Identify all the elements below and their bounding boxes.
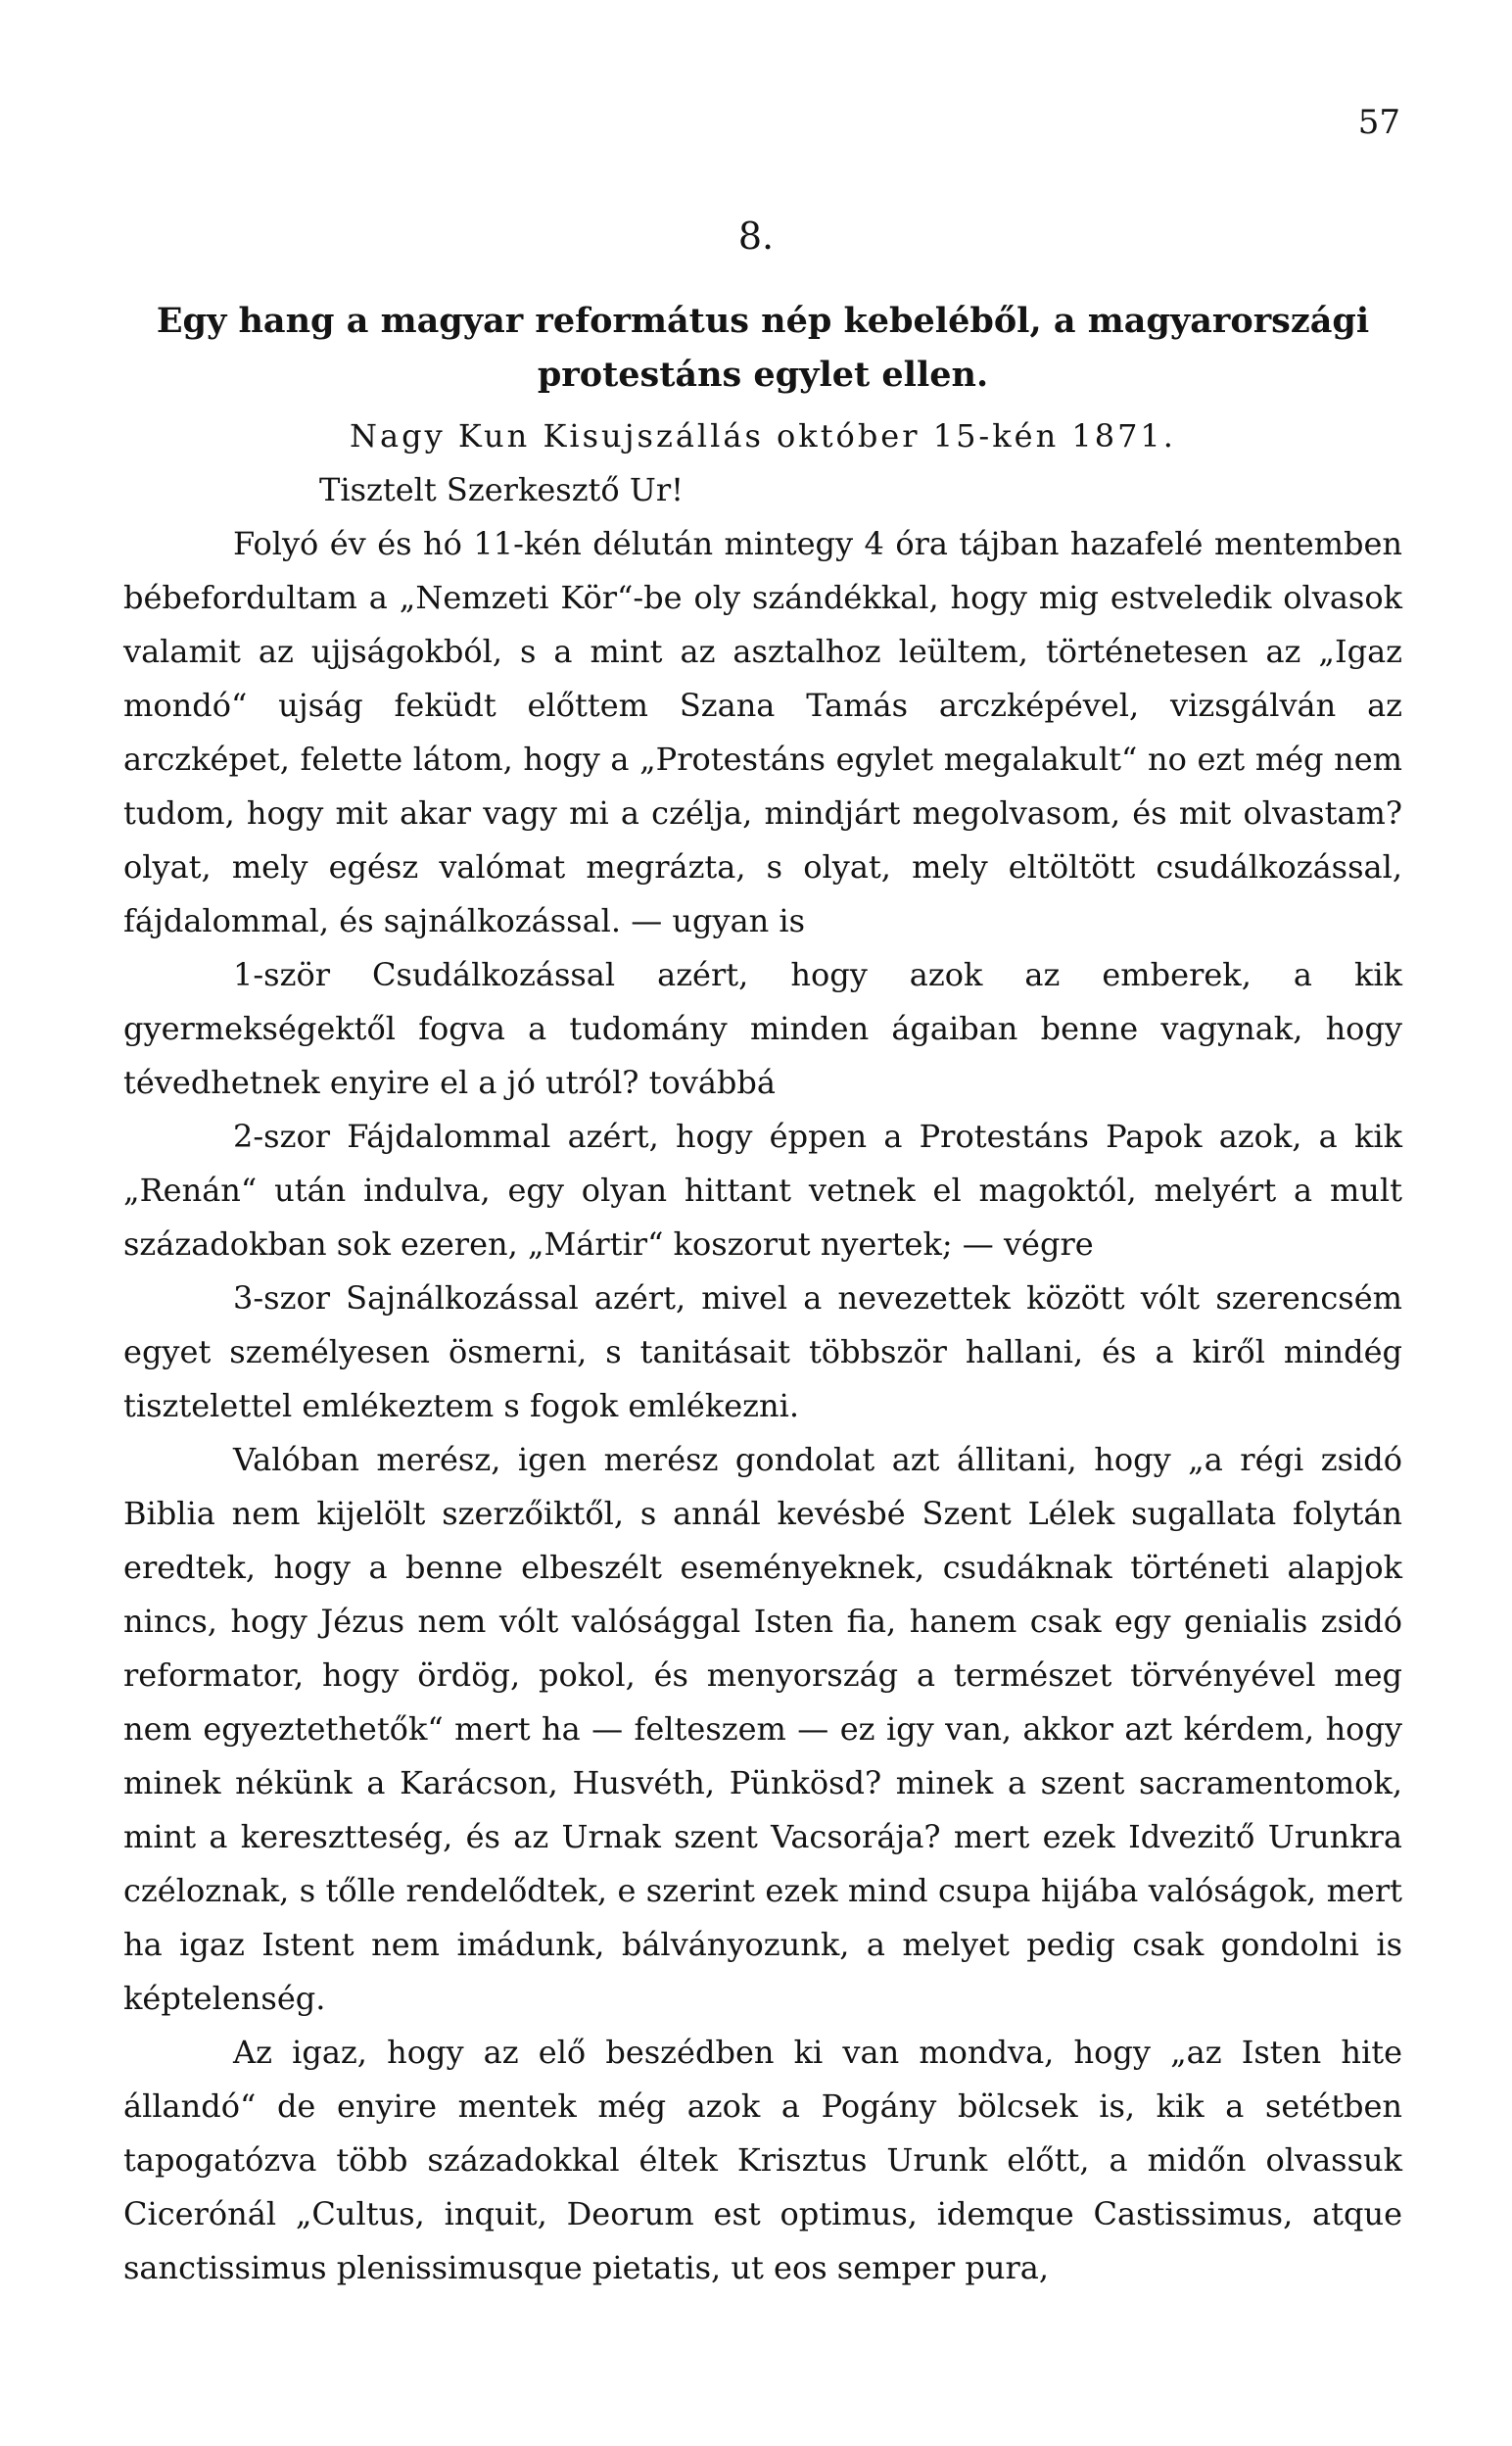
section-number: 8. (737, 215, 775, 258)
paragraph-point-3: 3-szor Sajnálkozással azért, mivel a nevezettek között vólt szerencsém egyet személyesen ösmerni, s tanitásait többször hallani, és a kiről mindég tisztelettel emlékeztem s fogok emlékezni. (123, 1279, 1402, 1424)
article (123, 294, 1402, 2295)
paragraph-point-2: 2-szor Fájdalommal azért, hogy éppen a Protestáns Papok azok, a kik „Renán“ után indulva, egy olyan hittant vetnek el magoktól, melyért a mult századokban sok ezeren, „Mártir“ koszorut nyertek; — végre (123, 1118, 1402, 1263)
salutation: Tisztelt Szerkesztő Ur! (319, 471, 684, 508)
dateline: Nagy Kun Kisujszállás október 15-kén 1871. (350, 417, 1176, 455)
page-number: 57 (1357, 103, 1400, 142)
paragraph-point-1: 1-ször Csudálkozással azért, hogy azok az emberek, a kik gyermekségektől fogva a tudomány minden ágaiban benne vagynak, hogy tévedhetnek enyire el a jó utról? továbbá (123, 956, 1402, 1101)
paragraph-argument: Valóban merész, igen merész gondolat azt állitani, hogy „a régi zsidó Biblia nem kijelölt szerzőiktől, s annál kevésbé Szent Lélek sugallata folytán eredtek, hogy a benne elbeszélt eseményeknek, csudáknak történeti alapjok nincs, hogy Jézus nem vólt valósággal Isten fia, hanem csak egy genialis zsidó reformator, hogy ördög, pokol, és menyország a természet törvényével meg nem egyeztethetők“ mert ha — felteszem — ez igy van, akkor azt kérdem, hogy minek nékünk a Karácson, Husvéth, Pünkösd? minek a szent sacramentomok, mint a keresztteség, és az Urnak szent Vacsorája? mert ezek Idvezitő Urunkra czéloznak, s tőlle rendelődtek, e szerint ezek mind csupa hijába valóságok, mert ha igaz Istent nem imádunk, bálványozunk, a melyet pedig csak gondolni is képtelenség. (123, 1441, 1402, 2017)
paragraph-cicero: Az igaz, hogy az elő beszédben ki van mondva, hogy „az Isten hite állandó“ de enyire mentek még azok a Pogány bölcsek is, kik a setétben tapogatózva több századokkal éltek Krisztus Urunk előtt, a midőn olvassuk Cicerónál „Cultus, inquit, Deorum est optimus, idemque Castissimus, atque sanctissimus plenissimusque pietatis, ut eos semper pura, (123, 2034, 1402, 2286)
article-title: Egy hang a magyar református nép kebeléből, a magyarországi protestáns egylet ellen. (156, 301, 1370, 395)
paragraph-intro: Folyó év és hó 11-kén délután mintegy 4 óra tájban hazafelé mentemben bébefordultam a „Nemzeti Kör“-be oly szándékkal, hogy mig estveledik olvasok valamit az ujjságokból, s a mint az asztalhoz leültem, történetesen az „Igaz mondó“ ujság feküdt előttem Szana Tamás arczképével, vizsgálván az arczképet, felette látom, hogy a „Protestáns egylet megalakult“ no ezt még nem tudom, hogy mit akar vagy mi a czélja, mindjárt megolvasom, és mit olvastam? olyat, mely egész valómat megrázta, s olyat, mely eltöltött csudálkozással, fájdalommal, és sajnálkozással. — ugyan is (123, 525, 1402, 939)
